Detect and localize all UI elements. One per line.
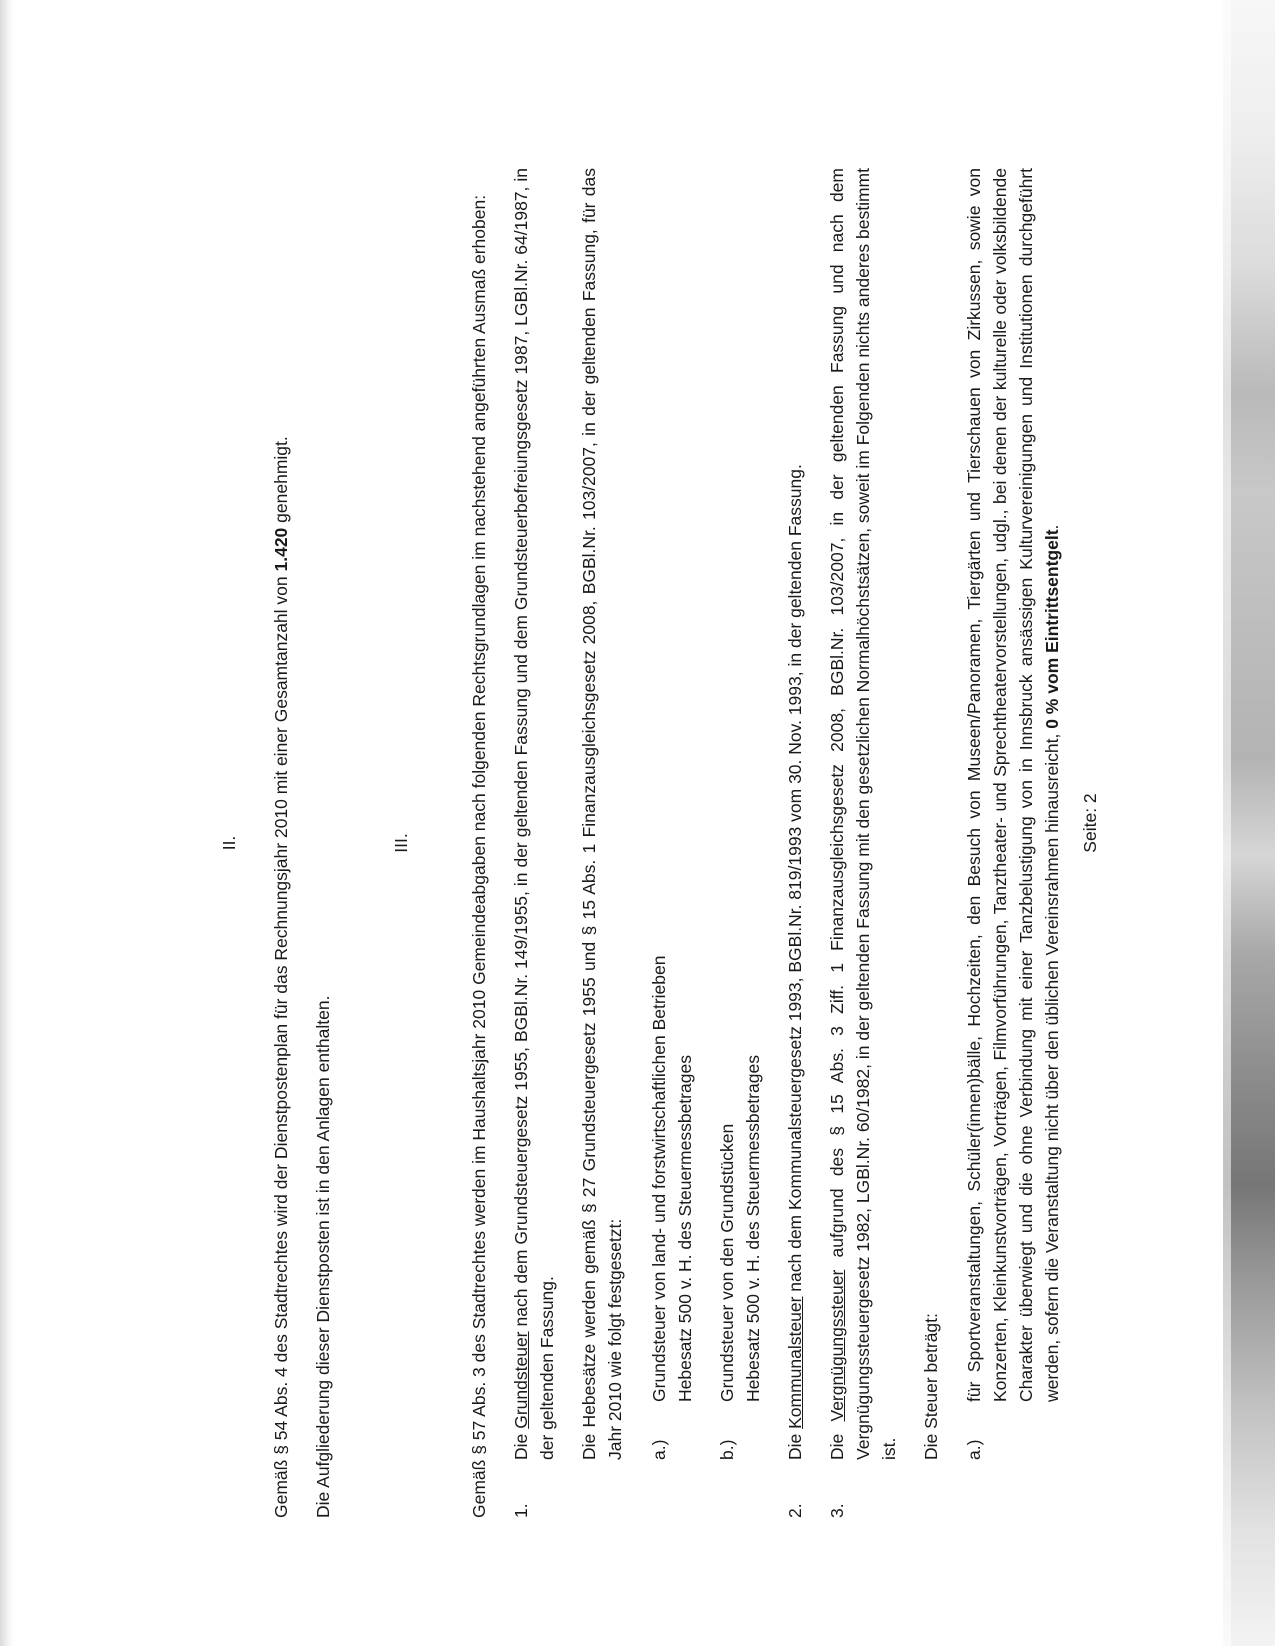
- item2-underlined-term: Kommunalsteuer: [784, 1296, 805, 1429]
- item1-underlined-term: Grundsteuer: [511, 1331, 531, 1429]
- item3-post: aufgrund des § 15 Abs. 3 Ziff. 1 Finanzausgleichsgesetz 2008, BGBl.Nr. 103/2007, in der geltenden Fassung und nach dem Vergnügungssteuergesetz 1982, LGBl.Nr. 60/1982, in der geltenden Fassung mit den gesetzlichen Normalhöchstsätzen, soweit im Folgenden nichts anderes bestimmt ist.: [826, 168, 899, 1460]
- para1-text-post: genehmigt.: [271, 436, 291, 528]
- list-item-3: [824, 168, 902, 1518]
- sub-item-3a: [961, 168, 1065, 1460]
- sub-item-text: [646, 168, 698, 1402]
- section-heading-ii: II.: [219, 835, 239, 851]
- item2-pre: Die: [784, 1428, 805, 1460]
- para1-text-pre: Gemäß § 54 Abs. 4 des Stadtrechtes wird der Dienstpostenplan für das Rechnungsjahr 2010 mit einer Gesamtanzahl von: [271, 571, 291, 1518]
- sub-item-1a-line1: Grundsteuer von land- und forstwirtschaftlichen Betrieben: [648, 955, 669, 1402]
- sub-item-1b-line1: Grundsteuer von den Grundstücken: [716, 1123, 737, 1402]
- section-ii-paragraph-2: Die Aufgliederung dieser Dienstposten ist in den Anlagen enthalten.: [313, 995, 333, 1518]
- para1-bold-count: 1.420: [271, 527, 291, 572]
- sub-item-text: [714, 168, 766, 1402]
- page-content: [216, 168, 1065, 1518]
- item3a-end: .: [1042, 524, 1062, 530]
- list-item-1: [508, 168, 560, 1518]
- item3-underlined-term: Vergnügungssteuer: [826, 1269, 847, 1422]
- list-item-2: [782, 168, 808, 1518]
- list-item-text: [824, 168, 902, 1460]
- item2-post: nach dem Kommunalsteuergesetz 1993, BGBl.Nr. 819/1993 vom 30. Nov. 1993, in der geltenden Fassung.: [784, 464, 805, 1297]
- sub-item-1b: [714, 168, 766, 1460]
- section-heading-iii: III.: [391, 833, 411, 853]
- sub-item-number: b.): [716, 1439, 737, 1460]
- sub-item-number: a.): [648, 1439, 669, 1460]
- sub-item-1a: [646, 168, 698, 1460]
- list-item-number: 1.: [511, 1503, 531, 1518]
- list-item-text: [782, 168, 808, 1460]
- sub-item-1a-line2: Hebesatz 500 v. H. des Steuermessbetrages: [674, 1055, 695, 1402]
- item3a-text: für Sportveranstaltungen, Schüler(innen)bälle, Hochzeiten, den Besuch von Museen/Panoramen, Tiergärten und Tierschauen von Zirkussen, sowie von Konzerten, Kleinkunstvorträgen, Vorträgen, Filmvorführungen, Tanztheater- und Sprechtheatervorstellungen, udgl., bei denen der kulturelle oder volksbildende Charakter überwiegt und die ohne Verbindung mit einer Tanzbelustigung von in Innsbruck ansässigen Kulturvereinigungen und Institutionen durchgeführt werden, sofern die Veranstaltung nicht über den üblichen Vereinsrahmen hinausreicht,: [964, 168, 1062, 1402]
- item3a-bold-rate: 0 % vom Eintrittsentgelt: [1042, 529, 1062, 729]
- list-item-number: 2.: [784, 1503, 805, 1518]
- sub-item-1b-line2: Hebesatz 500 v. H. des Steuermessbetrages: [742, 1055, 763, 1402]
- section-ii-paragraph-1: [268, 168, 294, 1518]
- list-item-text: [508, 168, 560, 1460]
- page-number: Seite: 2: [1080, 793, 1100, 853]
- hebesaetze-paragraph: Die Hebesätze werden gemäß § 27 Grundsteuergesetz 1955 und § 15 Abs. 1 Finanzausgleichsgesetz 2008, BGBl.Nr. 103/2007, in der geltenden Fassung, für das Jahr 2010 wie folgt festgesetzt:: [579, 168, 625, 1460]
- section-iii-intro: Gemäß § 57 Abs. 3 des Stadtrechtes werden im Haushaltsjahr 2010 Gemeindeabgaben nach folgenden Rechtsgrundlagen im nachstehend angeführten Ausmaß erhoben:: [469, 194, 489, 1518]
- steuer-betraegt-label: Die Steuer beträgt:: [920, 1313, 941, 1460]
- sub-item-number: a.): [964, 1439, 984, 1460]
- item3-pre: Die: [826, 1421, 847, 1460]
- item1-post: nach dem Grundsteuergesetz 1955, BGBl.Nr. 149/1955, in der geltenden Fassung und dem Grundsteuerbefreiungsgesetz 1987, LGBl.Nr. 64/1987, in der geltenden Fassung.: [511, 168, 557, 1460]
- item1-pre: Die: [511, 1428, 531, 1460]
- list-item-number: 3.: [826, 1503, 847, 1518]
- sub-item-text: [961, 168, 1065, 1402]
